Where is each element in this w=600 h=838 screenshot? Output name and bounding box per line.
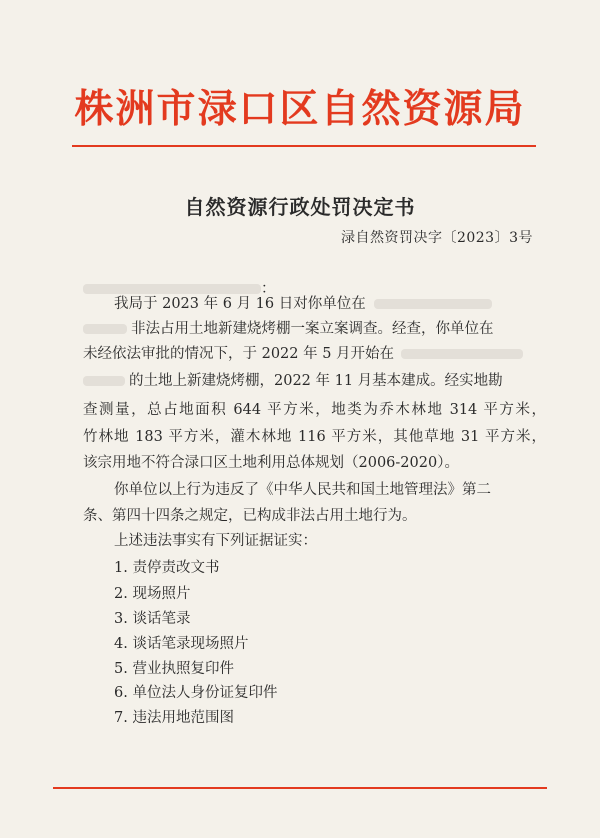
body-line-4: 的土地上新建烧烤棚，2022 年 11 月基本建成。经实地勘 [83, 369, 546, 393]
body-line-6: 竹林地 183 平方米，灌木林地 116 平方米，其他草地 31 平方米， [83, 429, 546, 445]
body-line-8: 你单位以上行为违反了《中华人民共和国土地管理法》第二 [114, 482, 491, 498]
body-line-1: 我局于 2023 年 6 月 16 日对你单位在 [114, 292, 546, 316]
evidence-item: 2. 现场照片 [114, 586, 191, 602]
redacted-location [83, 376, 125, 386]
body-line-7: 该宗用地不符合渌口区土地利用总体规划（2006-2020）。 [83, 455, 459, 471]
evidence-item: 4. 谈话笔录现场照片 [114, 636, 249, 652]
body-line-3: 未经依法审批的情况下，于 2022 年 5 月开始在 [83, 342, 546, 366]
footer-divider [53, 787, 547, 789]
body-line-9: 条、第四十四条之规定，已构成非法占用土地行为。 [83, 508, 417, 524]
body-line-2: 非法占用土地新建烧烤棚一案立案调查。经查，你单位在 [83, 317, 546, 341]
document-title: 自然资源行政处罚决定书 [184, 195, 416, 219]
evidence-item: 1. 责停责改文书 [114, 560, 220, 576]
body-line-10: 上述违法事实有下列证据证实： [114, 533, 317, 549]
evidence-item: 7. 违法用地范围图 [114, 710, 234, 726]
addressee-colon: ： [261, 281, 276, 297]
issuing-authority: 株洲市渌口区自然资源局 [74, 87, 526, 132]
header-divider [72, 145, 536, 147]
document-number: 渌自然资罚决字〔2023〕3号 [340, 230, 533, 246]
redacted-location [374, 299, 492, 309]
evidence-item: 3. 谈话笔录 [114, 611, 191, 627]
redacted-location [83, 324, 127, 334]
redacted-location [401, 349, 523, 359]
body-line-5: 查测量，总占地面积 644 平方米，地类为乔木林地 314 平方米， [83, 402, 546, 418]
evidence-item: 5. 营业执照复印件 [114, 661, 234, 677]
evidence-item: 6. 单位法人身份证复印件 [114, 685, 278, 701]
